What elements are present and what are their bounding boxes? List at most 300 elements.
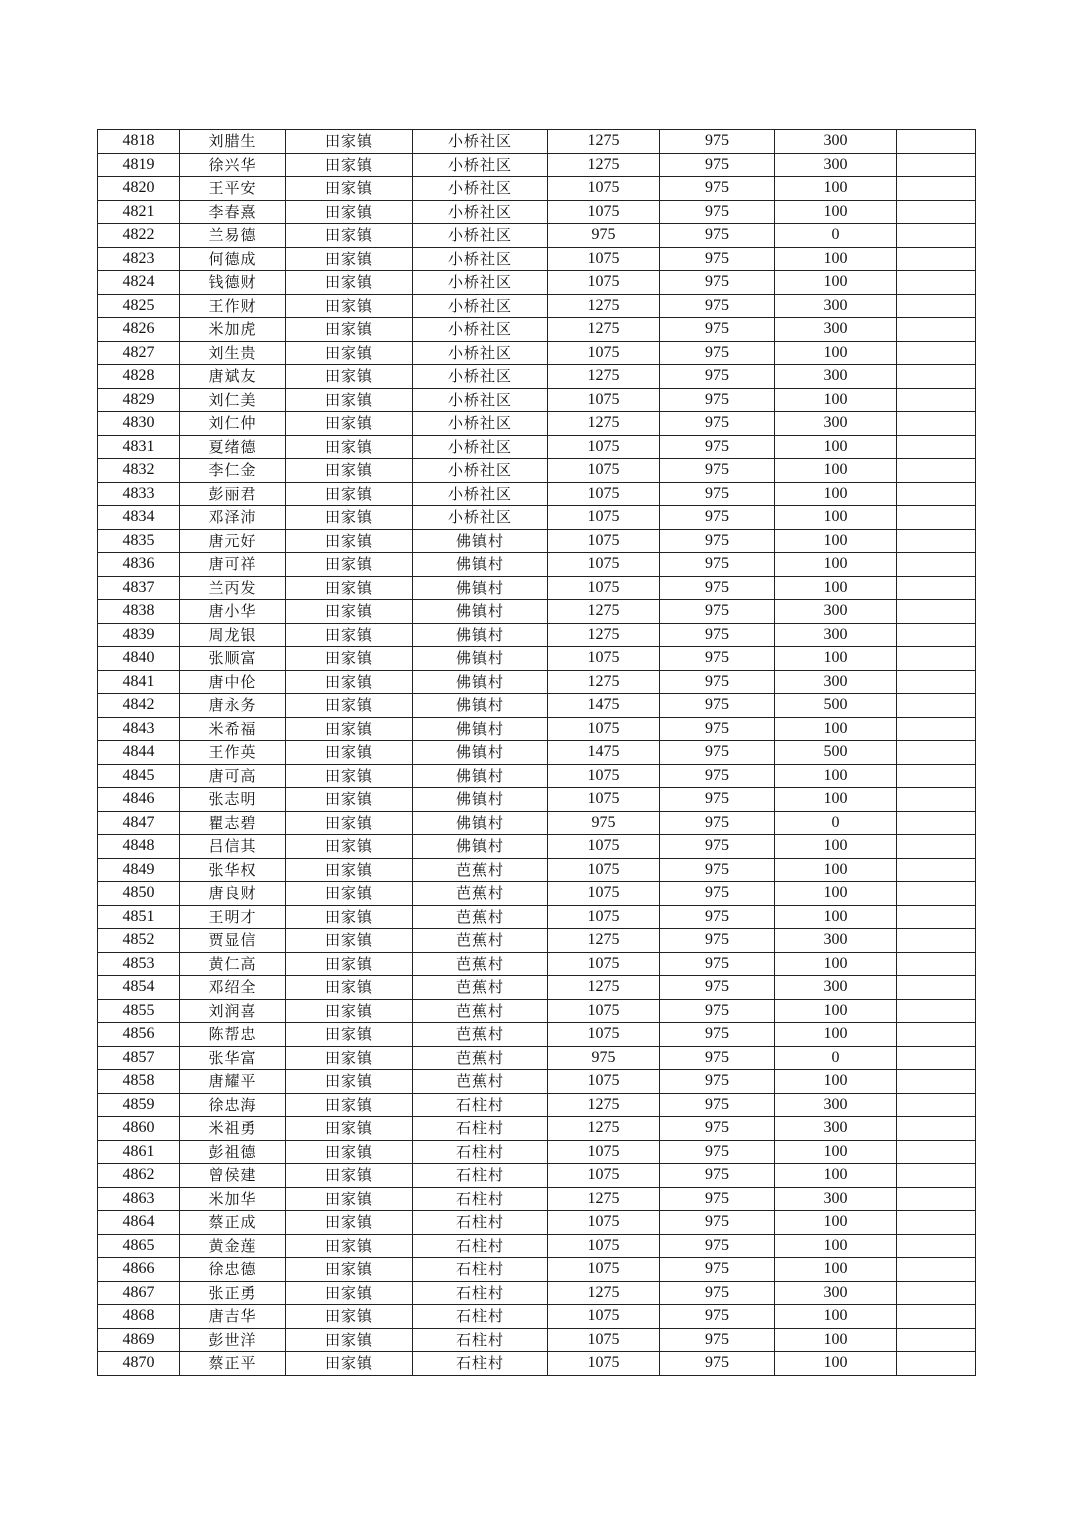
difference-cell: 100 <box>775 717 897 741</box>
remark-cell <box>897 1234 976 1258</box>
difference-cell: 100 <box>775 1023 897 1047</box>
village-cell: 小桥社区 <box>413 130 548 154</box>
amount-cell: 1075 <box>548 1140 660 1164</box>
name-cell: 黄金莲 <box>180 1234 286 1258</box>
difference-cell: 100 <box>775 999 897 1023</box>
name-cell: 吕信其 <box>180 835 286 859</box>
base-cell: 975 <box>660 553 775 577</box>
serial-cell: 4819 <box>98 153 180 177</box>
remark-cell <box>897 200 976 224</box>
amount-cell: 1075 <box>548 576 660 600</box>
amount-cell: 1075 <box>548 1164 660 1188</box>
difference-cell: 100 <box>775 200 897 224</box>
remark-cell <box>897 835 976 859</box>
name-cell: 徐兴华 <box>180 153 286 177</box>
amount-cell: 1275 <box>548 294 660 318</box>
name-cell: 黄仁高 <box>180 952 286 976</box>
amount-cell: 1075 <box>548 835 660 859</box>
serial-cell: 4856 <box>98 1023 180 1047</box>
serial-cell: 4841 <box>98 670 180 694</box>
serial-cell: 4863 <box>98 1187 180 1211</box>
base-cell: 975 <box>660 153 775 177</box>
name-cell: 唐耀平 <box>180 1070 286 1094</box>
serial-cell: 4831 <box>98 435 180 459</box>
remark-cell <box>897 623 976 647</box>
table-row <box>98 1234 976 1258</box>
amount-cell: 1275 <box>548 318 660 342</box>
serial-cell: 4846 <box>98 788 180 812</box>
table-row <box>98 623 976 647</box>
name-cell: 何德成 <box>180 247 286 271</box>
difference-cell: 100 <box>775 247 897 271</box>
village-cell: 小桥社区 <box>413 153 548 177</box>
name-cell: 夏绪德 <box>180 435 286 459</box>
base-cell: 975 <box>660 1023 775 1047</box>
town-cell: 田家镇 <box>286 529 413 553</box>
remark-cell <box>897 788 976 812</box>
base-cell: 975 <box>660 224 775 248</box>
base-cell: 975 <box>660 1046 775 1070</box>
name-cell: 贾显信 <box>180 929 286 953</box>
remark-cell <box>897 647 976 671</box>
amount-cell: 1075 <box>548 1234 660 1258</box>
difference-cell: 100 <box>775 764 897 788</box>
remark-cell <box>897 670 976 694</box>
amount-cell: 1075 <box>548 553 660 577</box>
base-cell: 975 <box>660 459 775 483</box>
amount-cell: 1075 <box>548 1211 660 1235</box>
remark-cell <box>897 153 976 177</box>
village-cell: 小桥社区 <box>413 365 548 389</box>
serial-cell: 4824 <box>98 271 180 295</box>
data-table <box>97 129 976 1376</box>
town-cell: 田家镇 <box>286 670 413 694</box>
amount-cell: 1075 <box>548 506 660 530</box>
table-row <box>98 1023 976 1047</box>
serial-cell: 4822 <box>98 224 180 248</box>
base-cell: 975 <box>660 576 775 600</box>
remark-cell <box>897 999 976 1023</box>
name-cell: 王作英 <box>180 741 286 765</box>
difference-cell: 0 <box>775 811 897 835</box>
table-row <box>98 341 976 365</box>
remark-cell <box>897 1093 976 1117</box>
base-cell: 975 <box>660 1211 775 1235</box>
town-cell: 田家镇 <box>286 929 413 953</box>
name-cell: 唐可祥 <box>180 553 286 577</box>
village-cell: 芭蕉村 <box>413 858 548 882</box>
village-cell: 小桥社区 <box>413 388 548 412</box>
amount-cell: 1275 <box>548 1093 660 1117</box>
town-cell: 田家镇 <box>286 741 413 765</box>
village-cell: 小桥社区 <box>413 294 548 318</box>
serial-cell: 4840 <box>98 647 180 671</box>
town-cell: 田家镇 <box>286 224 413 248</box>
remark-cell <box>897 1164 976 1188</box>
remark-cell <box>897 1258 976 1282</box>
table-row <box>98 717 976 741</box>
difference-cell: 300 <box>775 153 897 177</box>
town-cell: 田家镇 <box>286 553 413 577</box>
village-cell: 佛镇村 <box>413 811 548 835</box>
town-cell: 田家镇 <box>286 1023 413 1047</box>
town-cell: 田家镇 <box>286 506 413 530</box>
village-cell: 小桥社区 <box>413 318 548 342</box>
difference-cell: 100 <box>775 952 897 976</box>
village-cell: 石柱村 <box>413 1234 548 1258</box>
amount-cell: 1075 <box>548 788 660 812</box>
name-cell: 米祖勇 <box>180 1117 286 1141</box>
table-row <box>98 1305 976 1329</box>
difference-cell: 100 <box>775 529 897 553</box>
amount-cell: 1275 <box>548 412 660 436</box>
village-cell: 佛镇村 <box>413 576 548 600</box>
table-row <box>98 1046 976 1070</box>
name-cell: 钱德财 <box>180 271 286 295</box>
serial-cell: 4829 <box>98 388 180 412</box>
base-cell: 975 <box>660 177 775 201</box>
serial-cell: 4818 <box>98 130 180 154</box>
base-cell: 975 <box>660 600 775 624</box>
table-row <box>98 177 976 201</box>
base-cell: 975 <box>660 1281 775 1305</box>
village-cell: 芭蕉村 <box>413 905 548 929</box>
serial-cell: 4852 <box>98 929 180 953</box>
base-cell: 975 <box>660 1070 775 1094</box>
table-row <box>98 741 976 765</box>
remark-cell <box>897 1211 976 1235</box>
table-row <box>98 1093 976 1117</box>
name-cell: 王作财 <box>180 294 286 318</box>
town-cell: 田家镇 <box>286 459 413 483</box>
remark-cell <box>897 1023 976 1047</box>
town-cell: 田家镇 <box>286 1070 413 1094</box>
village-cell: 石柱村 <box>413 1281 548 1305</box>
remark-cell <box>897 459 976 483</box>
village-cell: 石柱村 <box>413 1305 548 1329</box>
town-cell: 田家镇 <box>286 1093 413 1117</box>
amount-cell: 1075 <box>548 459 660 483</box>
difference-cell: 100 <box>775 1164 897 1188</box>
remark-cell <box>897 435 976 459</box>
table-row <box>98 929 976 953</box>
village-cell: 石柱村 <box>413 1211 548 1235</box>
serial-cell: 4845 <box>98 764 180 788</box>
name-cell: 蔡正平 <box>180 1352 286 1376</box>
table-row <box>98 294 976 318</box>
base-cell: 975 <box>660 1164 775 1188</box>
town-cell: 田家镇 <box>286 412 413 436</box>
amount-cell: 1075 <box>548 341 660 365</box>
name-cell: 张华权 <box>180 858 286 882</box>
serial-cell: 4820 <box>98 177 180 201</box>
base-cell: 975 <box>660 506 775 530</box>
village-cell: 石柱村 <box>413 1093 548 1117</box>
base-cell: 975 <box>660 200 775 224</box>
serial-cell: 4854 <box>98 976 180 1000</box>
town-cell: 田家镇 <box>286 1281 413 1305</box>
town-cell: 田家镇 <box>286 788 413 812</box>
serial-cell: 4844 <box>98 741 180 765</box>
serial-cell: 4850 <box>98 882 180 906</box>
amount-cell: 1075 <box>548 764 660 788</box>
difference-cell: 300 <box>775 1117 897 1141</box>
table-row <box>98 1211 976 1235</box>
serial-cell: 4834 <box>98 506 180 530</box>
amount-cell: 1275 <box>548 600 660 624</box>
remark-cell <box>897 905 976 929</box>
difference-cell: 100 <box>775 271 897 295</box>
difference-cell: 100 <box>775 177 897 201</box>
difference-cell: 100 <box>775 553 897 577</box>
table-row <box>98 459 976 483</box>
town-cell: 田家镇 <box>286 835 413 859</box>
serial-cell: 4835 <box>98 529 180 553</box>
difference-cell: 500 <box>775 741 897 765</box>
difference-cell: 100 <box>775 788 897 812</box>
remark-cell <box>897 1281 976 1305</box>
table-row <box>98 224 976 248</box>
remark-cell <box>897 1070 976 1094</box>
town-cell: 田家镇 <box>286 388 413 412</box>
table-row <box>98 647 976 671</box>
town-cell: 田家镇 <box>286 717 413 741</box>
amount-cell: 1075 <box>548 1258 660 1282</box>
serial-cell: 4853 <box>98 952 180 976</box>
town-cell: 田家镇 <box>286 177 413 201</box>
difference-cell: 100 <box>775 1070 897 1094</box>
serial-cell: 4843 <box>98 717 180 741</box>
village-cell: 佛镇村 <box>413 670 548 694</box>
remark-cell <box>897 929 976 953</box>
serial-cell: 4826 <box>98 318 180 342</box>
base-cell: 975 <box>660 1305 775 1329</box>
base-cell: 975 <box>660 858 775 882</box>
amount-cell: 1075 <box>548 529 660 553</box>
remark-cell <box>897 506 976 530</box>
amount-cell: 1075 <box>548 388 660 412</box>
difference-cell: 500 <box>775 694 897 718</box>
remark-cell <box>897 741 976 765</box>
table-row <box>98 835 976 859</box>
name-cell: 刘仁美 <box>180 388 286 412</box>
serial-cell: 4867 <box>98 1281 180 1305</box>
serial-cell: 4839 <box>98 623 180 647</box>
base-cell: 975 <box>660 670 775 694</box>
remark-cell <box>897 482 976 506</box>
base-cell: 975 <box>660 365 775 389</box>
serial-cell: 4851 <box>98 905 180 929</box>
difference-cell: 300 <box>775 623 897 647</box>
base-cell: 975 <box>660 1187 775 1211</box>
name-cell: 刘润喜 <box>180 999 286 1023</box>
serial-cell: 4825 <box>98 294 180 318</box>
difference-cell: 100 <box>775 1140 897 1164</box>
town-cell: 田家镇 <box>286 576 413 600</box>
name-cell: 邓绍全 <box>180 976 286 1000</box>
table-row <box>98 764 976 788</box>
table-row <box>98 1164 976 1188</box>
serial-cell: 4827 <box>98 341 180 365</box>
town-cell: 田家镇 <box>286 999 413 1023</box>
village-cell: 小桥社区 <box>413 412 548 436</box>
table-row <box>98 388 976 412</box>
amount-cell: 975 <box>548 224 660 248</box>
town-cell: 田家镇 <box>286 811 413 835</box>
serial-cell: 4838 <box>98 600 180 624</box>
town-cell: 田家镇 <box>286 1234 413 1258</box>
town-cell: 田家镇 <box>286 1117 413 1141</box>
town-cell: 田家镇 <box>286 153 413 177</box>
town-cell: 田家镇 <box>286 600 413 624</box>
table-row <box>98 482 976 506</box>
difference-cell: 100 <box>775 858 897 882</box>
difference-cell: 300 <box>775 976 897 1000</box>
village-cell: 小桥社区 <box>413 177 548 201</box>
name-cell: 彭丽君 <box>180 482 286 506</box>
name-cell: 刘仁仲 <box>180 412 286 436</box>
difference-cell: 300 <box>775 294 897 318</box>
remark-cell <box>897 529 976 553</box>
town-cell: 田家镇 <box>286 1046 413 1070</box>
village-cell: 佛镇村 <box>413 529 548 553</box>
remark-cell <box>897 576 976 600</box>
table-body <box>98 130 976 1376</box>
remark-cell <box>897 1328 976 1352</box>
amount-cell: 1075 <box>548 882 660 906</box>
base-cell: 975 <box>660 929 775 953</box>
difference-cell: 300 <box>775 365 897 389</box>
base-cell: 975 <box>660 976 775 1000</box>
village-cell: 石柱村 <box>413 1328 548 1352</box>
amount-cell: 1275 <box>548 365 660 389</box>
amount-cell: 1275 <box>548 153 660 177</box>
name-cell: 张华富 <box>180 1046 286 1070</box>
name-cell: 唐中伦 <box>180 670 286 694</box>
village-cell: 佛镇村 <box>413 694 548 718</box>
town-cell: 田家镇 <box>286 1258 413 1282</box>
town-cell: 田家镇 <box>286 976 413 1000</box>
difference-cell: 300 <box>775 670 897 694</box>
remark-cell <box>897 600 976 624</box>
base-cell: 975 <box>660 1117 775 1141</box>
serial-cell: 4868 <box>98 1305 180 1329</box>
serial-cell: 4860 <box>98 1117 180 1141</box>
village-cell: 芭蕉村 <box>413 976 548 1000</box>
amount-cell: 1275 <box>548 130 660 154</box>
table-row <box>98 1140 976 1164</box>
remark-cell <box>897 177 976 201</box>
town-cell: 田家镇 <box>286 294 413 318</box>
village-cell: 小桥社区 <box>413 200 548 224</box>
town-cell: 田家镇 <box>286 318 413 342</box>
base-cell: 975 <box>660 788 775 812</box>
table-row <box>98 130 976 154</box>
village-cell: 佛镇村 <box>413 647 548 671</box>
table-row <box>98 694 976 718</box>
difference-cell: 100 <box>775 647 897 671</box>
serial-cell: 4847 <box>98 811 180 835</box>
base-cell: 975 <box>660 1140 775 1164</box>
name-cell: 兰易德 <box>180 224 286 248</box>
table-row <box>98 1187 976 1211</box>
table-row <box>98 576 976 600</box>
remark-cell <box>897 130 976 154</box>
village-cell: 佛镇村 <box>413 741 548 765</box>
amount-cell: 1075 <box>548 1070 660 1094</box>
remark-cell <box>897 553 976 577</box>
town-cell: 田家镇 <box>286 247 413 271</box>
base-cell: 975 <box>660 905 775 929</box>
difference-cell: 100 <box>775 1352 897 1376</box>
name-cell: 王明才 <box>180 905 286 929</box>
village-cell: 芭蕉村 <box>413 1070 548 1094</box>
base-cell: 975 <box>660 741 775 765</box>
name-cell: 唐斌友 <box>180 365 286 389</box>
town-cell: 田家镇 <box>286 1305 413 1329</box>
difference-cell: 100 <box>775 882 897 906</box>
table-row <box>98 506 976 530</box>
difference-cell: 100 <box>775 1211 897 1235</box>
name-cell: 李春熹 <box>180 200 286 224</box>
name-cell: 米加华 <box>180 1187 286 1211</box>
difference-cell: 100 <box>775 506 897 530</box>
name-cell: 李仁金 <box>180 459 286 483</box>
town-cell: 田家镇 <box>286 200 413 224</box>
name-cell: 唐良财 <box>180 882 286 906</box>
name-cell: 曾侯建 <box>180 1164 286 1188</box>
amount-cell: 1275 <box>548 1187 660 1211</box>
town-cell: 田家镇 <box>286 365 413 389</box>
base-cell: 975 <box>660 130 775 154</box>
serial-cell: 4864 <box>98 1211 180 1235</box>
amount-cell: 1475 <box>548 694 660 718</box>
town-cell: 田家镇 <box>286 1187 413 1211</box>
amount-cell: 1075 <box>548 1023 660 1047</box>
base-cell: 975 <box>660 811 775 835</box>
table-row <box>98 600 976 624</box>
amount-cell: 1075 <box>548 858 660 882</box>
amount-cell: 1275 <box>548 623 660 647</box>
name-cell: 刘生贵 <box>180 341 286 365</box>
serial-cell: 4836 <box>98 553 180 577</box>
village-cell: 芭蕉村 <box>413 882 548 906</box>
remark-cell <box>897 1117 976 1141</box>
name-cell: 周龙银 <box>180 623 286 647</box>
name-cell: 张志明 <box>180 788 286 812</box>
serial-cell: 4849 <box>98 858 180 882</box>
base-cell: 975 <box>660 341 775 365</box>
base-cell: 975 <box>660 482 775 506</box>
base-cell: 975 <box>660 647 775 671</box>
name-cell: 蔡正成 <box>180 1211 286 1235</box>
remark-cell <box>897 247 976 271</box>
base-cell: 975 <box>660 247 775 271</box>
table-row <box>98 811 976 835</box>
amount-cell: 1275 <box>548 976 660 1000</box>
village-cell: 小桥社区 <box>413 506 548 530</box>
town-cell: 田家镇 <box>286 341 413 365</box>
difference-cell: 100 <box>775 835 897 859</box>
table-row <box>98 200 976 224</box>
table-row <box>98 318 976 342</box>
village-cell: 小桥社区 <box>413 435 548 459</box>
serial-cell: 4858 <box>98 1070 180 1094</box>
name-cell: 唐元好 <box>180 529 286 553</box>
town-cell: 田家镇 <box>286 1211 413 1235</box>
base-cell: 975 <box>660 529 775 553</box>
name-cell: 张顺富 <box>180 647 286 671</box>
